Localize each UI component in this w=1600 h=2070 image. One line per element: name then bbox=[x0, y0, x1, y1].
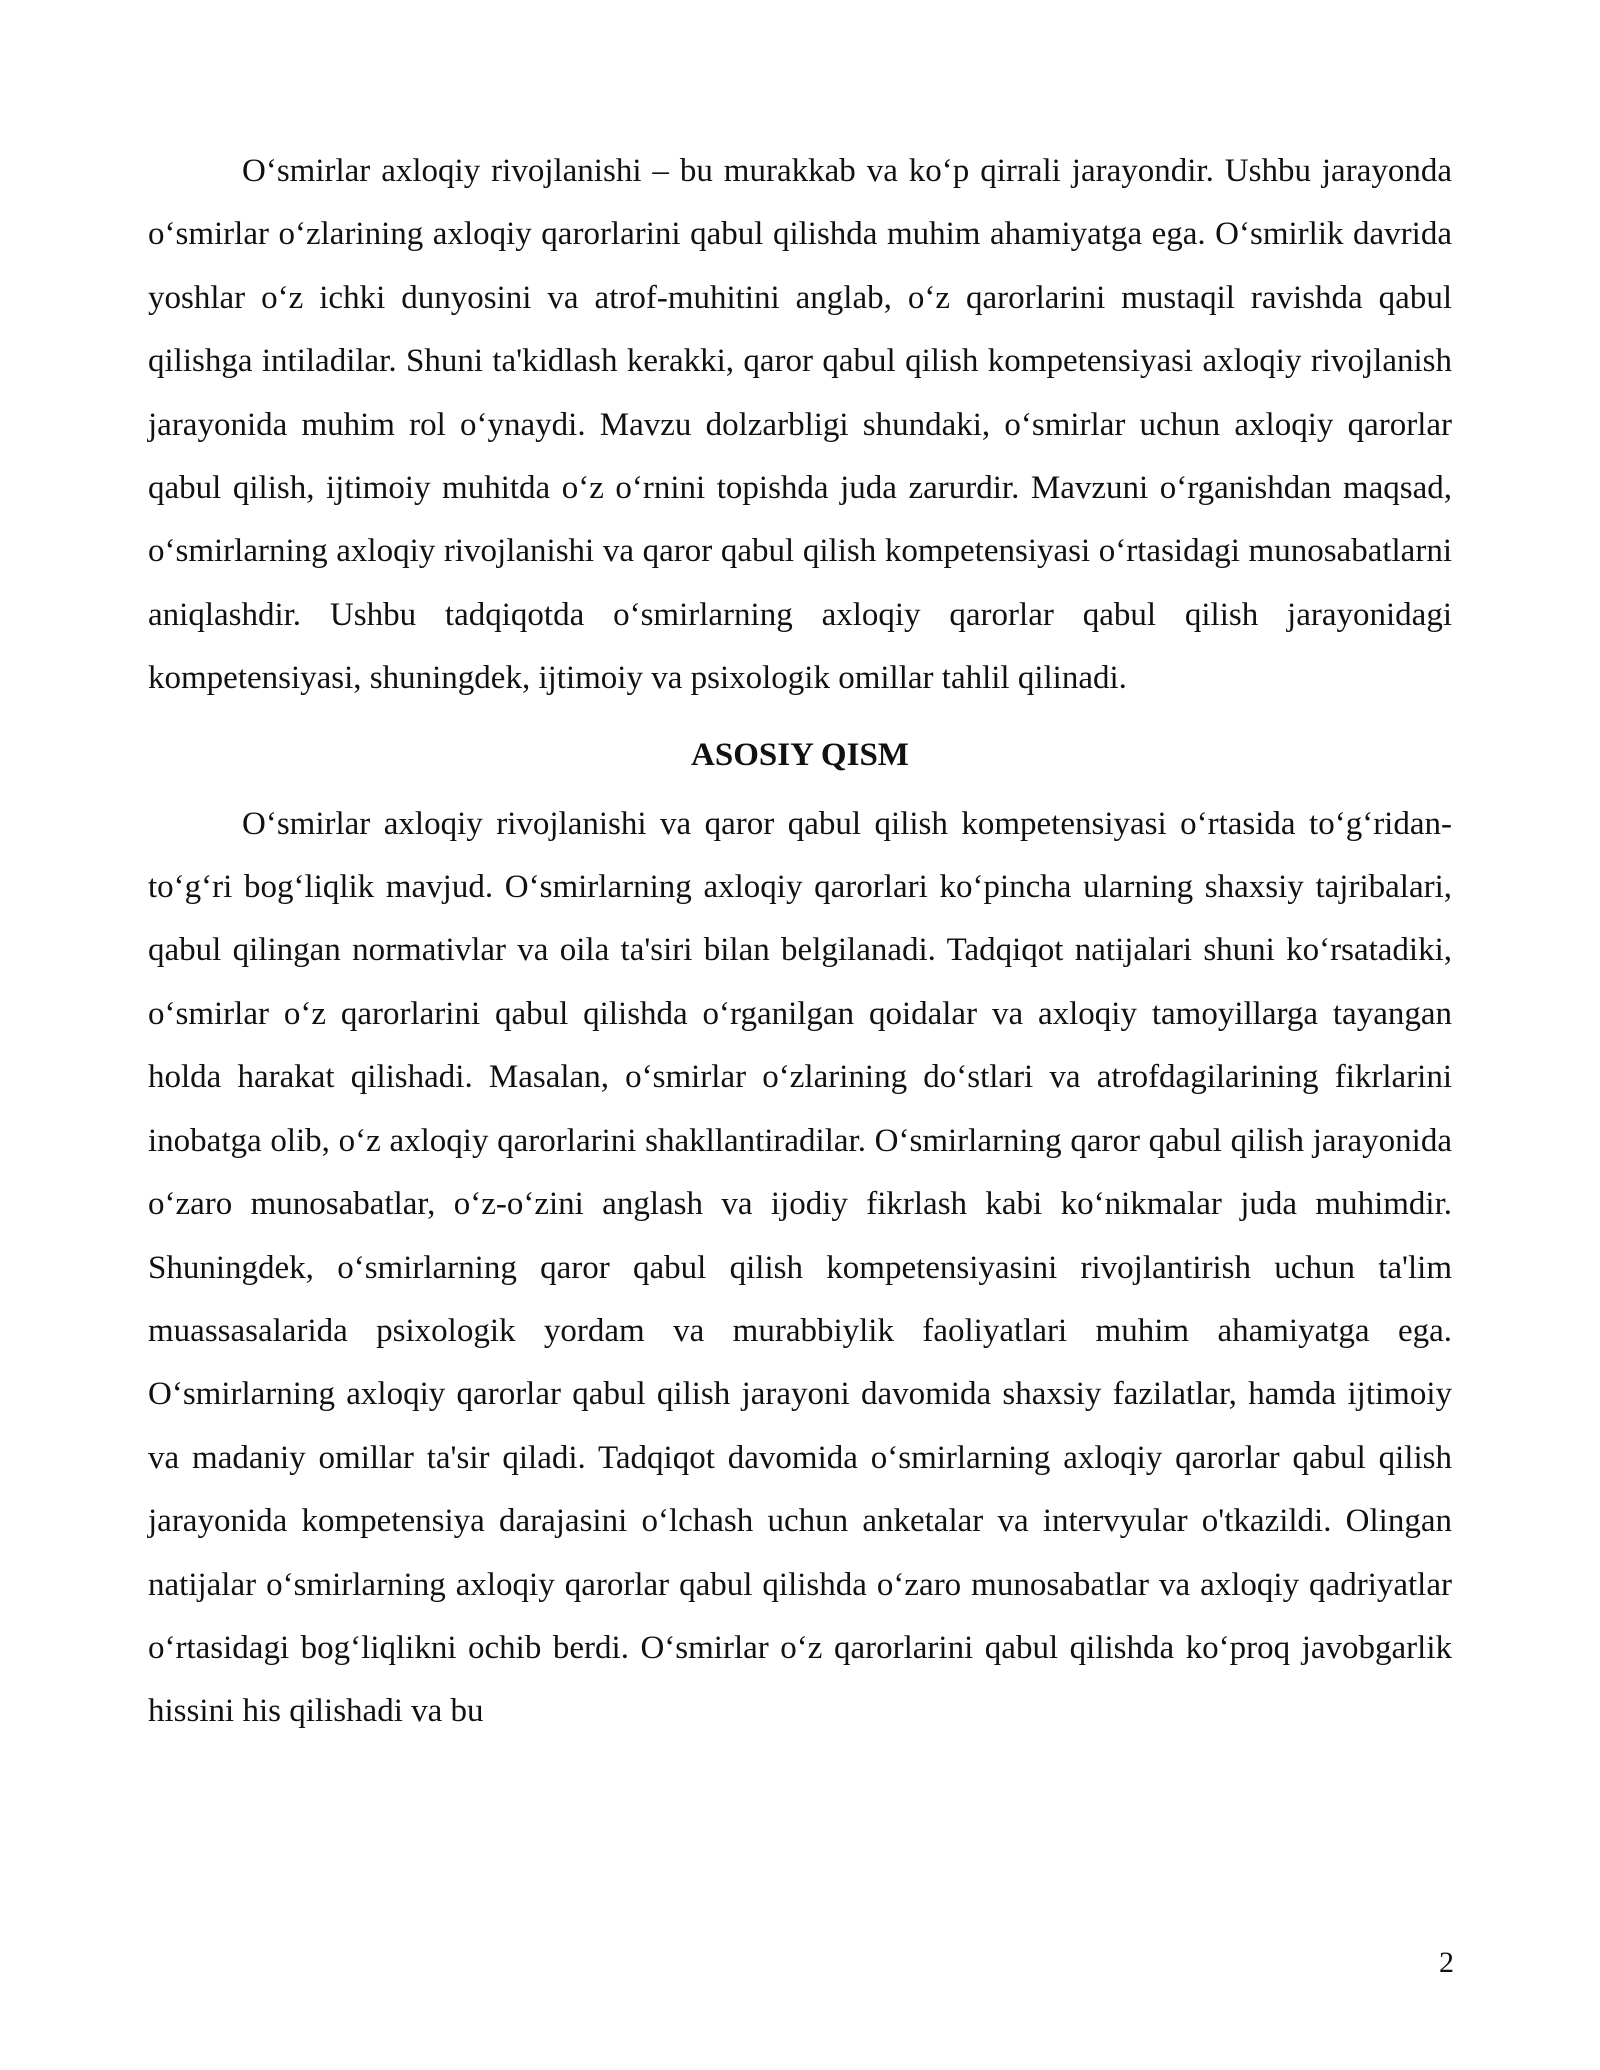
page-number: 2 bbox=[1439, 1946, 1454, 1979]
section-heading: ASOSIY QISM bbox=[691, 736, 909, 773]
intro-paragraph: O‘smirlar axloqiy rivojlanishi – bu murakkab va ko‘p qirrali jarayondir. Ushbu jarayonda o‘smirlar o‘zlarining axloqiy qarorlarini qabul qilishda muhim ahamiyatga ega. O‘smirlik davrida yoshlar o‘z ichki dunyosini va atrof-muhitini anglab, o‘z qarorlarini mustaqil ravishda qabul qilishga intiladilar. Shuni ta'kidlash kerakki, qaror qabul qilish kompetensiyasi axloqiy rivojlanish jarayonida muhim rol o‘ynaydi. Mavzu dolzarbligi shundaki, o‘smirlar uchun axloqiy qarorlar qabul qilish, ijtimoiy muhitda o‘z o‘rnini topishda juda zarurdir. Mavzuni o‘rganishdan maqsad, o‘smirlarning axloqiy rivojlanishi va qaror qabul qilish kompetensiyasi o‘rtasidagi munosabatlarni aniqlashdir. Ushbu tadqiqotda o‘smirlarning axloqiy qarorlar qabul qilish jarayonidagi kompetensiyasi, shuningdek, ijtimoiy va psixologik omillar tahlil qilinadi. bbox=[148, 153, 1452, 697]
document-page bbox=[148, 140, 1452, 1744]
main-paragraph: O‘smirlar axloqiy rivojlanishi va qaror qabul qilish kompetensiyasi o‘rtasida to‘g‘ridan-to‘g‘ri bog‘liqlik mavjud. O‘smirlarning axloqiy qarorlari ko‘pincha ularning shaxsiy tajribalari, qabul qilingan normativlar va oila ta'siri bilan belgilanadi. Tadqiqot natijalari shuni ko‘rsatadiki, o‘smirlar o‘z qarorlarini qabul qilishda o‘rganilgan qoidalar va axloqiy tamoyillarga tayangan holda harakat qilishadi. Masalan, o‘smirlar o‘zlarining do‘stlari va atrofdagilarining fikrlarini inobatga olib, o‘z axloqiy qarorlarini shakllantiradilar. O‘smirlarning qaror qabul qilish jarayonida o‘zaro munosabatlar, o‘z-o‘zini anglash va ijodiy fikrlash kabi ko‘nikmalar juda muhimdir. Shuningdek, o‘smirlarning qaror qabul qilish kompetensiyasini rivojlantirish uchun ta'lim muassasalarida psixologik yordam va murabbiylik faoliyatlari muhim ahamiyatga ega. O‘smirlarning axloqiy qarorlar qabul qilish jarayoni davomida shaxsiy fazilatlar, hamda ijtimoiy va madaniy omillar ta'sir qiladi. Tadqiqot davomida o‘smirlarning axloqiy qarorlar qabul qilish jarayonida kompetensiya darajasini o‘lchash uchun anketalar va intervyular o'tkazildi. Olingan natijalar o‘smirlarning axloqiy qarorlar qabul qilishda o‘zaro munosabatlar va axloqiy qadriyatlar o‘rtasidagi bog‘liqlikni ochib berdi. O‘smirlar o‘z qarorlarini qabul qilishda ko‘proq javobgarlik hissini his qilishadi va bu bbox=[148, 805, 1452, 1730]
